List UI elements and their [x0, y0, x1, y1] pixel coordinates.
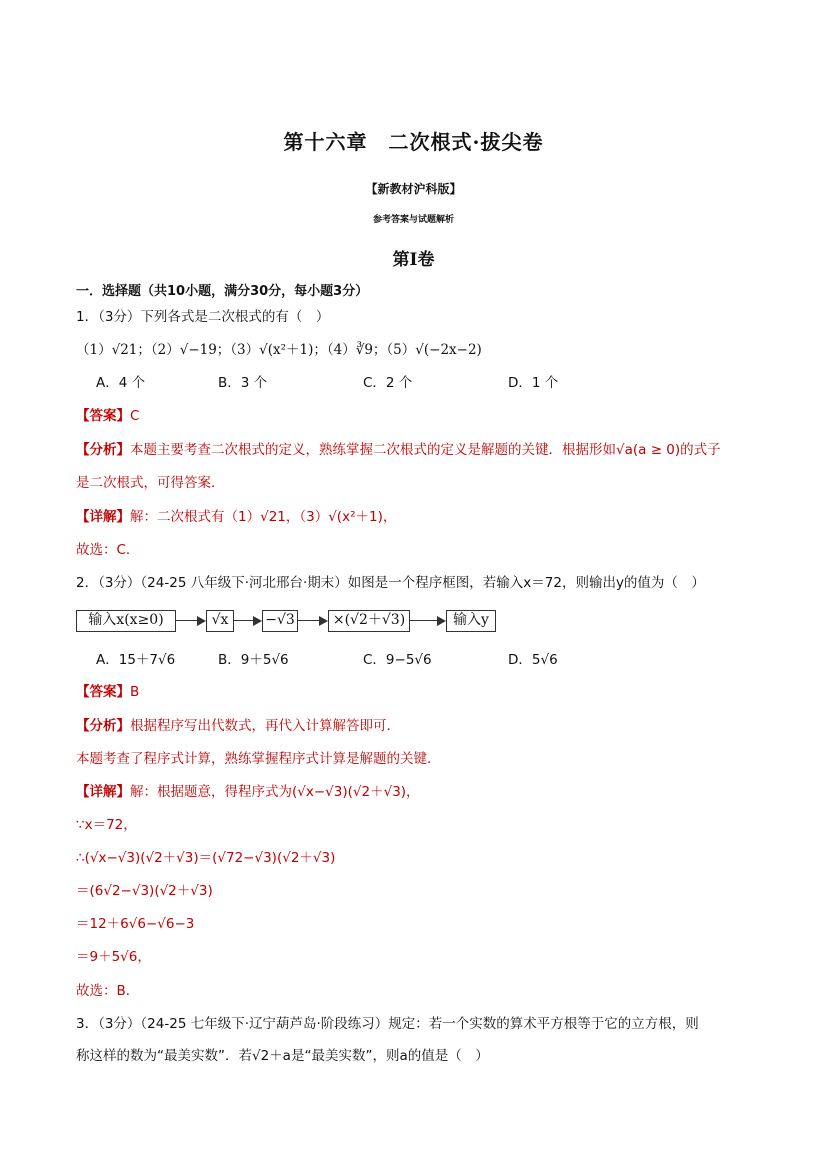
answer-value: B — [130, 684, 140, 700]
arrow-head-icon — [319, 616, 328, 626]
q2-detail-step: ＝(6√2−√3)(√2＋√3) — [76, 883, 213, 899]
q2-option-d: D．5√6 — [508, 652, 558, 668]
flow-output-box: 输入y — [446, 610, 496, 632]
detail-text: 解：根据题意，得程序式为(√x−√3)(√2＋√3)， — [130, 784, 420, 800]
q2-analysis-cont: 本题考查了程序式计算，熟练掌握程序式计算是解题的关键． — [76, 751, 441, 767]
flow-arrow — [176, 620, 198, 621]
detail-tag: 【详解】 — [76, 509, 130, 525]
q2-conclusion: 故选：B． — [76, 983, 140, 999]
arrow-head-icon — [197, 616, 206, 626]
answer-tag: 【答案】 — [76, 684, 130, 700]
q2-detail-step: ＝12＋6√6−√6−3 — [76, 916, 195, 932]
flow-sqrt-box: √x — [206, 610, 234, 632]
flow-minus-box: −√3 — [262, 610, 298, 632]
q1-analysis-cont: 是二次根式，可得答案． — [76, 475, 225, 491]
flow-arrow — [234, 620, 254, 621]
answer-subheading: 参考答案与试题解析 — [372, 215, 454, 225]
q2-option-b: B．9＋5√6 — [218, 652, 289, 668]
q1-items: （1）√21；（2）√−19；（3）√(x²＋1)；（4）∛9；（5）√(−2x−2) — [76, 342, 482, 358]
q1-analysis — [76, 440, 721, 460]
q3-stem: 3．（3分）（24-25 七年级下·辽宁葫芦岛·阶段练习）规定：若一个实数的算术平方根等于它的立方根，则 — [76, 1016, 699, 1032]
q2-stem: 2．（3分）（24-25 八年级下·河北邢台·期末）如图是一个程序框图，若输入x＝72，则输出y的值为（ ） — [76, 575, 705, 591]
q2-answer — [76, 682, 139, 702]
answer-tag: 【答案】 — [76, 408, 130, 424]
q3-stem-cont: 称这样的数为“最美实数”．若√2＋a是“最美实数”，则a的值是（ ） — [76, 1048, 489, 1064]
q1-option-b: B．3 个 — [218, 375, 268, 391]
page-title: 第十六章 二次根式·拔尖卷 — [283, 130, 544, 154]
flow-arrow — [298, 620, 320, 621]
analysis-tag: 【分析】 — [76, 442, 130, 458]
arrow-head-icon — [437, 616, 446, 626]
arrow-head-icon — [253, 616, 262, 626]
q2-detail-step: ∴(√x−√3)(√2＋√3)＝(√72−√3)(√2＋√3) — [76, 850, 336, 866]
q1-detail — [76, 507, 396, 527]
answer-value: C — [130, 408, 140, 424]
detail-text: 解：二次根式有（1）√21，（3）√(x²＋1)， — [130, 509, 397, 525]
q2-detail-step: ∵x＝72， — [76, 817, 137, 833]
q1-conclusion: 故选：C． — [76, 542, 140, 558]
q1-answer — [76, 406, 139, 426]
q2-option-a: A．15＋7√6 — [96, 652, 176, 668]
q2-detail-step: ＝9＋5√6， — [76, 949, 151, 965]
analysis-tag: 【分析】 — [76, 718, 130, 734]
q1-option-d: D．1 个 — [508, 375, 559, 391]
flow-arrow — [410, 620, 438, 621]
analysis-text: 本题主要考查二次根式的定义，熟练掌握二次根式的定义是解题的关键．根据形如√a(a ≥ 0)的式子 — [130, 442, 721, 458]
q2-analysis — [76, 716, 400, 736]
section-heading: 一．选择题（共10小题，满分30分，每小题3分） — [76, 284, 369, 299]
q2-option-c: C．9−5√6 — [363, 652, 432, 668]
detail-tag: 【详解】 — [76, 784, 130, 800]
flow-multiply-box: ×(√2＋√3) — [328, 610, 410, 632]
q1-option-c: C．2 个 — [363, 375, 413, 391]
q1-option-a: A．4 个 — [96, 375, 146, 391]
q1-stem: 1．（3分）下列各式是二次根式的有（ ） — [76, 309, 330, 325]
flow-input-box: 输入x(x≥0) — [76, 610, 176, 632]
volume-heading: 第Ⅰ卷 — [392, 250, 435, 270]
edition-label: 【新教材沪科版】 — [365, 182, 462, 196]
analysis-text: 根据程序写出代数式，再代入计算解答即可． — [130, 718, 400, 734]
q2-detail — [76, 782, 420, 802]
